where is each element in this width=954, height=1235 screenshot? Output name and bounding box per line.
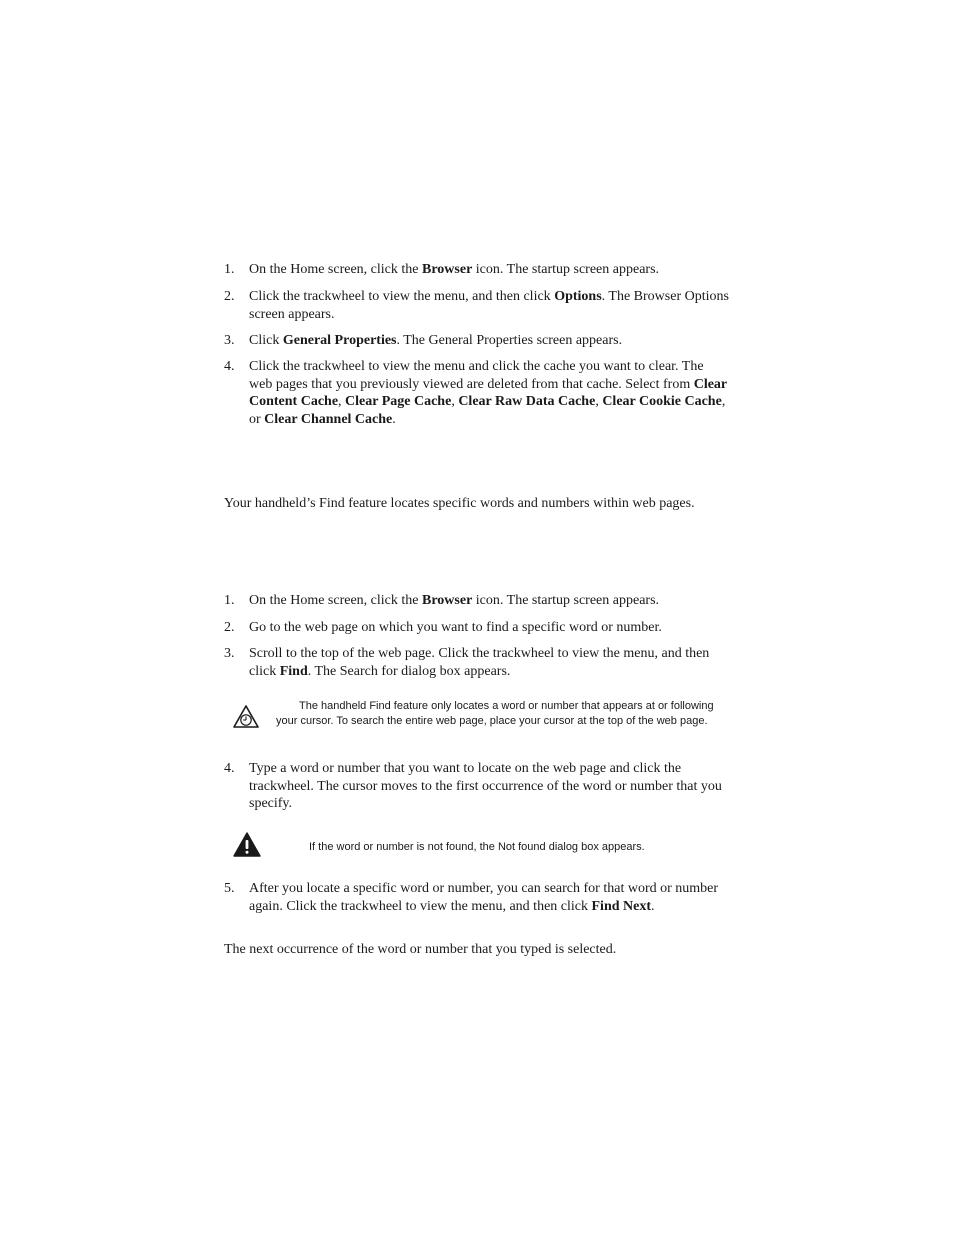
step-text-bold: General Properties xyxy=(282,333,397,348)
step-text-bold: Clear Cookie Cache xyxy=(602,394,722,409)
step-text-bold: Clear Content Cache xyxy=(249,376,727,409)
step-text-bold: Browser xyxy=(422,262,473,277)
find-step-4 xyxy=(224,760,730,813)
step-number: 3. xyxy=(224,646,235,661)
step-text-run: . The General Properties screen appears. xyxy=(396,333,623,348)
step-text-run: Click the trackwheel to view the menu and click the cache you want to clear. The web pages that you previously viewed are deleted from that cache. Select from xyxy=(249,359,704,392)
step-text-run: Scroll to the top of the web page. Click the trackwheel to view the menu, and then click xyxy=(249,646,710,679)
find-step-1 xyxy=(224,592,730,610)
step-text-run: , xyxy=(451,394,459,409)
step-text xyxy=(249,645,730,680)
step-number: 1. xyxy=(224,593,235,608)
step-text-run: . The Browser Options screen appears. xyxy=(249,289,729,322)
step-number: 3. xyxy=(224,333,235,348)
step-text-bold: Browser xyxy=(422,593,473,608)
tip-note-text: The handheld Find feature only locates a word or number that appears at or following your cursor. To search the entire web page, place your cursor at the top of the web page. xyxy=(276,700,714,727)
step-text-run: On the Home screen, click the xyxy=(249,262,422,277)
warning-note xyxy=(233,840,733,855)
warning-icon xyxy=(233,832,261,858)
step-number: 2. xyxy=(224,620,235,635)
step-text xyxy=(249,760,730,813)
step-text-bold: Clear Raw Data Cache xyxy=(458,394,596,409)
step-text-run: . xyxy=(651,898,655,914)
warning-note-text: If the word or number is not found, the Not found dialog box appears. xyxy=(309,841,645,853)
tip-clock-icon xyxy=(233,705,259,729)
find-step-3 xyxy=(224,645,730,680)
step-text-run: After you locate a specific word or number, you can search for that word or number again. Click the trackwheel to view the menu, and then click xyxy=(249,881,719,914)
step-text-run: Type a word or number that you want to locate on the web page and click the trackwheel. The cursor moves to the first occurrence of the word or number that you specify. xyxy=(249,761,722,811)
step-text-run: Click the trackwheel to view the menu, and then click xyxy=(249,289,555,304)
step-text-bold: Find Next xyxy=(591,898,651,914)
step-text xyxy=(249,619,730,637)
find-intro: Your handheld’s Find feature locates specific words and numbers within web pages. xyxy=(224,496,695,511)
step-text-run: , xyxy=(338,394,346,409)
step-text-run: . The Search for dialog box appears. xyxy=(307,663,511,679)
step-number: 4. xyxy=(224,761,235,776)
step-number: 1. xyxy=(224,262,235,277)
step-text-run: icon. The startup screen appears. xyxy=(472,593,660,608)
cache-step-4 xyxy=(224,358,730,428)
step-text-run: icon. The startup screen appears. xyxy=(472,262,660,277)
closing-text: The next occurrence of the word or number that you typed is selected. xyxy=(224,942,617,957)
find-step-2 xyxy=(224,619,730,637)
step-text xyxy=(249,358,730,428)
step-text xyxy=(249,261,730,279)
find-step-5 xyxy=(224,880,730,915)
step-number: 5. xyxy=(224,881,235,896)
step-text-bold: Find xyxy=(279,663,308,679)
cache-step-2 xyxy=(224,288,730,323)
cache-step-1 xyxy=(224,261,730,279)
step-text-run: Go to the web page on which you want to find a specific word or number. xyxy=(249,620,662,635)
step-number: 2. xyxy=(224,289,235,304)
step-text-bold: Options xyxy=(554,289,602,304)
step-text xyxy=(249,592,730,610)
step-text xyxy=(249,332,730,350)
cache-step-3 xyxy=(224,332,730,350)
step-text-bold: Clear Page Cache xyxy=(345,394,452,409)
step-text-run: . xyxy=(392,411,396,427)
tip-note xyxy=(233,699,733,729)
step-text-run: , or xyxy=(249,394,726,427)
step-text xyxy=(249,288,730,323)
step-number: 4. xyxy=(224,359,235,374)
step-text-run: On the Home screen, click the xyxy=(249,593,422,608)
step-text-run: , xyxy=(595,394,603,409)
step-text-bold: Clear Channel Cache xyxy=(264,411,393,427)
step-text-run: Click xyxy=(249,333,283,348)
step-text xyxy=(249,880,730,915)
